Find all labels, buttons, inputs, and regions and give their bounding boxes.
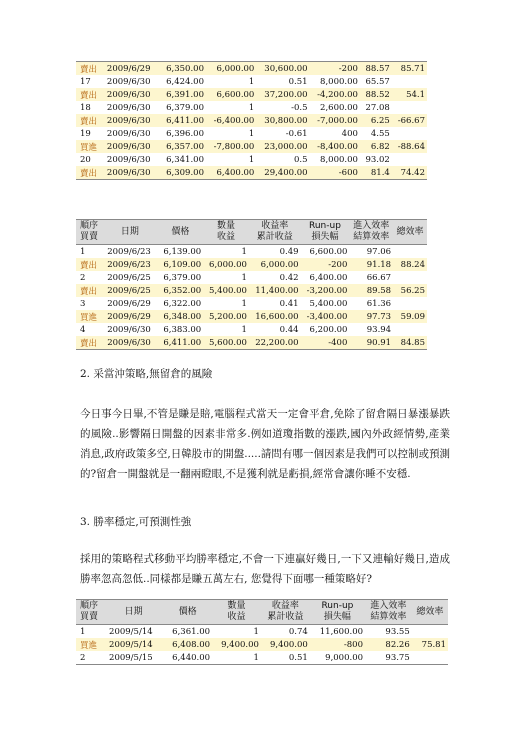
- table-cell: 0.74: [288, 626, 308, 637]
- table-row: [76, 140, 427, 153]
- table-cell: 16,600.00: [249, 310, 301, 323]
- table-cell: 6,411.00: [159, 114, 206, 127]
- table-row: [76, 101, 427, 114]
- table-cell: 91.18: [349, 258, 393, 271]
- table-cell: 37,200.00: [256, 88, 309, 101]
- table-row: [76, 651, 448, 665]
- table-cell: 9,000.00: [310, 651, 365, 665]
- header-entry-exit-efficiency: 進入效率 結算效率: [365, 600, 412, 625]
- table-cell: -7,800.00: [206, 140, 256, 153]
- table-row: [76, 62, 427, 76]
- table-cell: 74.42: [392, 166, 427, 180]
- table-cell: [393, 323, 427, 336]
- table-cell: -400: [301, 336, 350, 350]
- table-cell: 1: [241, 246, 247, 257]
- table-cell: 2009/6/25: [107, 272, 151, 283]
- table-cell: 2009/6/30: [102, 140, 159, 153]
- table-cell: 5,200.00: [203, 310, 249, 323]
- table-cell: 6.25: [360, 114, 392, 127]
- table-cell: 6,440.00: [163, 651, 212, 665]
- table-cell: 6,000.00: [203, 258, 249, 271]
- table-cell: 82.26: [365, 638, 412, 651]
- header-order-trade: 順序 買賣: [76, 220, 102, 245]
- table-cell: -200: [301, 258, 350, 271]
- table-cell: 19: [80, 128, 91, 139]
- table-cell: 9,400.00: [261, 638, 310, 651]
- table-cell: 1: [241, 298, 247, 309]
- table-cell: 6,424.00: [166, 76, 204, 87]
- table-cell: 5,400.00: [309, 298, 348, 309]
- header-date: 日期: [104, 600, 163, 625]
- table-row: [76, 323, 427, 336]
- table-cell: 2,600.00: [320, 102, 358, 113]
- table-cell: 81.4: [360, 166, 392, 180]
- table-cell: [412, 651, 448, 665]
- table-cell: -0.5: [291, 102, 308, 113]
- table-cell: 27.08: [365, 102, 390, 113]
- table-cell: 6,600.00: [309, 246, 348, 257]
- header-quantity-profit: 數量 收益: [203, 220, 249, 245]
- header-total-efficiency: 總效率: [412, 600, 448, 625]
- table-cell: 6,400.00: [206, 166, 256, 180]
- table-cell: 賣出: [76, 284, 102, 297]
- table-cell: 11,400.00: [249, 284, 301, 297]
- table-cell: 2009/6/25: [102, 284, 157, 297]
- table-row: [76, 638, 448, 651]
- table-cell: 6,309.00: [159, 166, 206, 180]
- table-cell: 4.55: [370, 128, 390, 139]
- section-3-heading: 3. 勝率穩定,可預測性強: [80, 516, 192, 528]
- table-cell: 6,361.00: [172, 626, 211, 637]
- table-cell: 買進: [76, 310, 102, 323]
- table-row: [76, 127, 427, 140]
- table-cell: 93.75: [365, 651, 412, 665]
- table-cell: 2: [80, 272, 86, 283]
- table-cell: [392, 127, 427, 140]
- table-cell: [393, 297, 427, 310]
- table-cell: 56.25: [393, 284, 427, 297]
- table-cell: 1: [212, 651, 261, 665]
- table-cell: 1: [248, 128, 255, 139]
- table-cell: 買進: [76, 638, 104, 651]
- header-entry-exit-efficiency: 進入效率 結算效率: [349, 220, 393, 245]
- header-total-efficiency: 總效率: [393, 220, 427, 245]
- table-cell: 400: [341, 128, 358, 139]
- table-cell: [392, 101, 427, 114]
- table-cell: 1: [248, 76, 255, 87]
- table-cell: 0.51: [261, 651, 310, 665]
- table-cell: 93.02: [365, 154, 390, 165]
- table-header-row: [76, 220, 427, 245]
- table-cell: 2009/5/14: [109, 626, 153, 637]
- table-header-row: [76, 600, 448, 625]
- header-quantity-profit: 數量 收益: [212, 600, 261, 625]
- table-cell: 8,000.00: [320, 76, 358, 87]
- table-cell: 89.58: [349, 284, 393, 297]
- header-date: 日期: [102, 220, 157, 245]
- table-cell: 6,000.00: [249, 258, 301, 271]
- header-price: 價格: [157, 220, 203, 245]
- table-cell: 6.82: [360, 140, 392, 153]
- table-cell: 6,379.00: [166, 102, 204, 113]
- table-row: [76, 166, 427, 180]
- table-cell: 0.49: [279, 246, 299, 257]
- trade-table-bottom-body: [76, 625, 448, 665]
- table-cell: 2009/6/29: [102, 62, 159, 76]
- table-cell: -3,400.00: [301, 310, 350, 323]
- table-row: [76, 88, 427, 101]
- table-row: [76, 271, 427, 284]
- table-cell: 59.09: [393, 310, 427, 323]
- table-cell: 1: [253, 626, 259, 637]
- header-runup-loss: Run-up 損失幅: [301, 220, 350, 245]
- table-cell: 84.85: [393, 336, 427, 350]
- table-cell: 6,379.00: [163, 272, 202, 283]
- table-cell: 6,348.00: [157, 310, 203, 323]
- table-cell: 2009/5/14: [104, 638, 163, 651]
- table-cell: 2: [76, 651, 104, 665]
- table-cell: 1: [248, 102, 255, 113]
- table-cell: [392, 75, 427, 88]
- table-cell: 5,600.00: [203, 336, 249, 350]
- table-row: [76, 114, 427, 127]
- table-cell: 1: [80, 626, 86, 637]
- table-cell: 97.73: [349, 310, 393, 323]
- table-cell: 2009/6/29: [107, 298, 151, 309]
- trade-table-bottom: [76, 599, 448, 665]
- table-cell: 賣出: [76, 114, 102, 127]
- table-cell: 29,400.00: [256, 166, 309, 180]
- table-cell: 1: [241, 324, 247, 335]
- table-cell: 6,396.00: [166, 128, 204, 139]
- table-cell: 0.41: [279, 298, 299, 309]
- trade-table-middle: [76, 219, 427, 350]
- table-row: [76, 297, 427, 310]
- table-cell: 賣出: [76, 62, 102, 76]
- table-cell: 6,352.00: [157, 284, 203, 297]
- table-cell: [392, 153, 427, 166]
- table-cell: 30,600.00: [256, 62, 309, 76]
- table-cell: 6,408.00: [163, 638, 212, 651]
- table-cell: 8,000.00: [320, 154, 358, 165]
- table-cell: -600: [310, 166, 360, 180]
- table-cell: 9,400.00: [212, 638, 261, 651]
- table-cell: -88.64: [392, 140, 427, 153]
- table-cell: -3,200.00: [301, 284, 350, 297]
- table-cell: 1: [248, 154, 255, 165]
- table-cell: 2009/6/30: [106, 76, 151, 87]
- table-cell: 2009/6/30: [102, 114, 159, 127]
- table-cell: -66.67: [392, 114, 427, 127]
- table-cell: 6,600.00: [206, 88, 256, 101]
- table-cell: 88.24: [393, 258, 427, 271]
- table-cell: 2009/6/30: [106, 128, 151, 139]
- table-cell: 2009/6/30: [106, 154, 151, 165]
- table-row: [76, 153, 427, 166]
- table-cell: 85.71: [392, 62, 427, 76]
- table-cell: 6,109.00: [157, 258, 203, 271]
- table-cell: 6,341.00: [166, 154, 204, 165]
- table-cell: -4,200.00: [310, 88, 360, 101]
- table-cell: 4: [80, 324, 86, 335]
- table-cell: 18: [80, 102, 91, 113]
- table-cell: 90.91: [349, 336, 393, 350]
- table-cell: 93.94: [366, 324, 392, 335]
- table-row: [76, 245, 427, 259]
- table-cell: 1: [241, 272, 247, 283]
- table-cell: 賣出: [76, 258, 102, 271]
- table-cell: 6,139.00: [163, 246, 202, 257]
- table-cell: -8,400.00: [310, 140, 360, 153]
- table-cell: 23,000.00: [256, 140, 309, 153]
- table-cell: 75.81: [412, 638, 448, 651]
- table-cell: 22,200.00: [249, 336, 301, 350]
- table-cell: 30,800.00: [256, 114, 309, 127]
- header-price: 價格: [163, 600, 212, 625]
- table-cell: 6,383.00: [163, 324, 202, 335]
- table-cell: [393, 271, 427, 284]
- table-cell: 0.5: [294, 154, 308, 165]
- table-cell: 2009/6/30: [107, 324, 151, 335]
- table-cell: 2009/6/30: [102, 88, 159, 101]
- table-cell: 2009/6/23: [102, 258, 157, 271]
- header-return-cumulative: 收益率 累計收益: [261, 600, 310, 625]
- table-cell: 2009/5/15: [104, 651, 163, 665]
- table-cell: 6,322.00: [163, 298, 202, 309]
- table-row: [76, 284, 427, 297]
- table-cell: 2009/6/23: [107, 246, 151, 257]
- table-cell: 2009/6/30: [102, 336, 157, 350]
- table-cell: 88.57: [360, 62, 392, 76]
- table-row: [76, 625, 448, 639]
- table-cell: 17: [80, 76, 91, 87]
- table-cell: 0.44: [279, 324, 299, 335]
- table-cell: 6,350.00: [159, 62, 206, 76]
- table-cell: 1: [80, 246, 86, 257]
- table-cell: 6,357.00: [159, 140, 206, 153]
- table-cell: 6,400.00: [309, 272, 348, 283]
- table-row: [76, 258, 427, 271]
- table-cell: 賣出: [76, 166, 102, 180]
- table-cell: -800: [310, 638, 365, 651]
- header-return-cumulative: 收益率 累計收益: [249, 220, 301, 245]
- table-cell: 88.52: [360, 88, 392, 101]
- table-row: [76, 75, 427, 88]
- table-cell: 5,400.00: [203, 284, 249, 297]
- table-cell: 2009/6/29: [102, 310, 157, 323]
- table-cell: -200: [310, 62, 360, 76]
- trade-table-top-body: [76, 62, 427, 180]
- section-2-heading: 2. 采當沖策略,無留倉的風險: [80, 368, 213, 380]
- table-cell: 97.06: [366, 246, 392, 257]
- table-cell: 0.51: [288, 76, 308, 87]
- table-cell: -0.61: [285, 128, 308, 139]
- table-cell: 賣出: [76, 88, 102, 101]
- table-cell: 6,391.00: [159, 88, 206, 101]
- table-cell: 6,000.00: [206, 62, 256, 76]
- table-cell: 賣出: [76, 336, 102, 350]
- table-cell: 2009/6/30: [106, 102, 151, 113]
- table-cell: 66.67: [366, 272, 392, 283]
- table-cell: 11,600.00: [319, 626, 364, 637]
- table-cell: 0.42: [279, 272, 299, 283]
- table-cell: 6,411.00: [157, 336, 203, 350]
- header-runup-loss: Run-up 損失幅: [310, 600, 365, 625]
- table-cell: [412, 625, 448, 639]
- table-cell: -7,000.00: [310, 114, 360, 127]
- table-row: [76, 336, 427, 350]
- header-order-trade: 順序 買賣: [76, 600, 104, 625]
- section-2-paragraph: 今日事今日畢,不管是賺是賠,電腦程式當天一定會平倉,免除了留倉隔日暴漲暴跌的風險..影響隔日開盤的因素非常多.例如道瓊指數的漲跌,國內外政經情勢,產業消息,政府政策多空,日韓股市的開盤.....請問有哪一個因素是我們可以控制或預測的?留倉一開盤就是一翻兩瞪眼,不是獲利就是虧損,經常會讓你睡不安穩.: [80, 408, 450, 480]
- table-cell: -6,400.00: [206, 114, 256, 127]
- trade-table-middle-body: [76, 245, 427, 350]
- table-cell: 買進: [76, 140, 102, 153]
- table-cell: [393, 245, 427, 259]
- table-cell: 54.1: [392, 88, 427, 101]
- table-row: [76, 310, 427, 323]
- table-cell: 61.36: [366, 298, 392, 309]
- table-cell: 20: [80, 154, 91, 165]
- table-cell: 93.55: [385, 626, 410, 637]
- table-cell: 3: [80, 298, 86, 309]
- table-cell: 2009/6/30: [102, 166, 159, 180]
- table-cell: 6,200.00: [309, 324, 348, 335]
- section-3-paragraph: 採用的策略程式移動平均勝率穩定,不會一下連贏好幾日,一下又連輸好幾日,造成勝率忽高忽低..同樣都是賺五萬左右, 您覺得下面哪一種策略好?: [80, 553, 450, 585]
- trade-table-top: [76, 61, 427, 180]
- table-cell: 65.57: [365, 76, 390, 87]
